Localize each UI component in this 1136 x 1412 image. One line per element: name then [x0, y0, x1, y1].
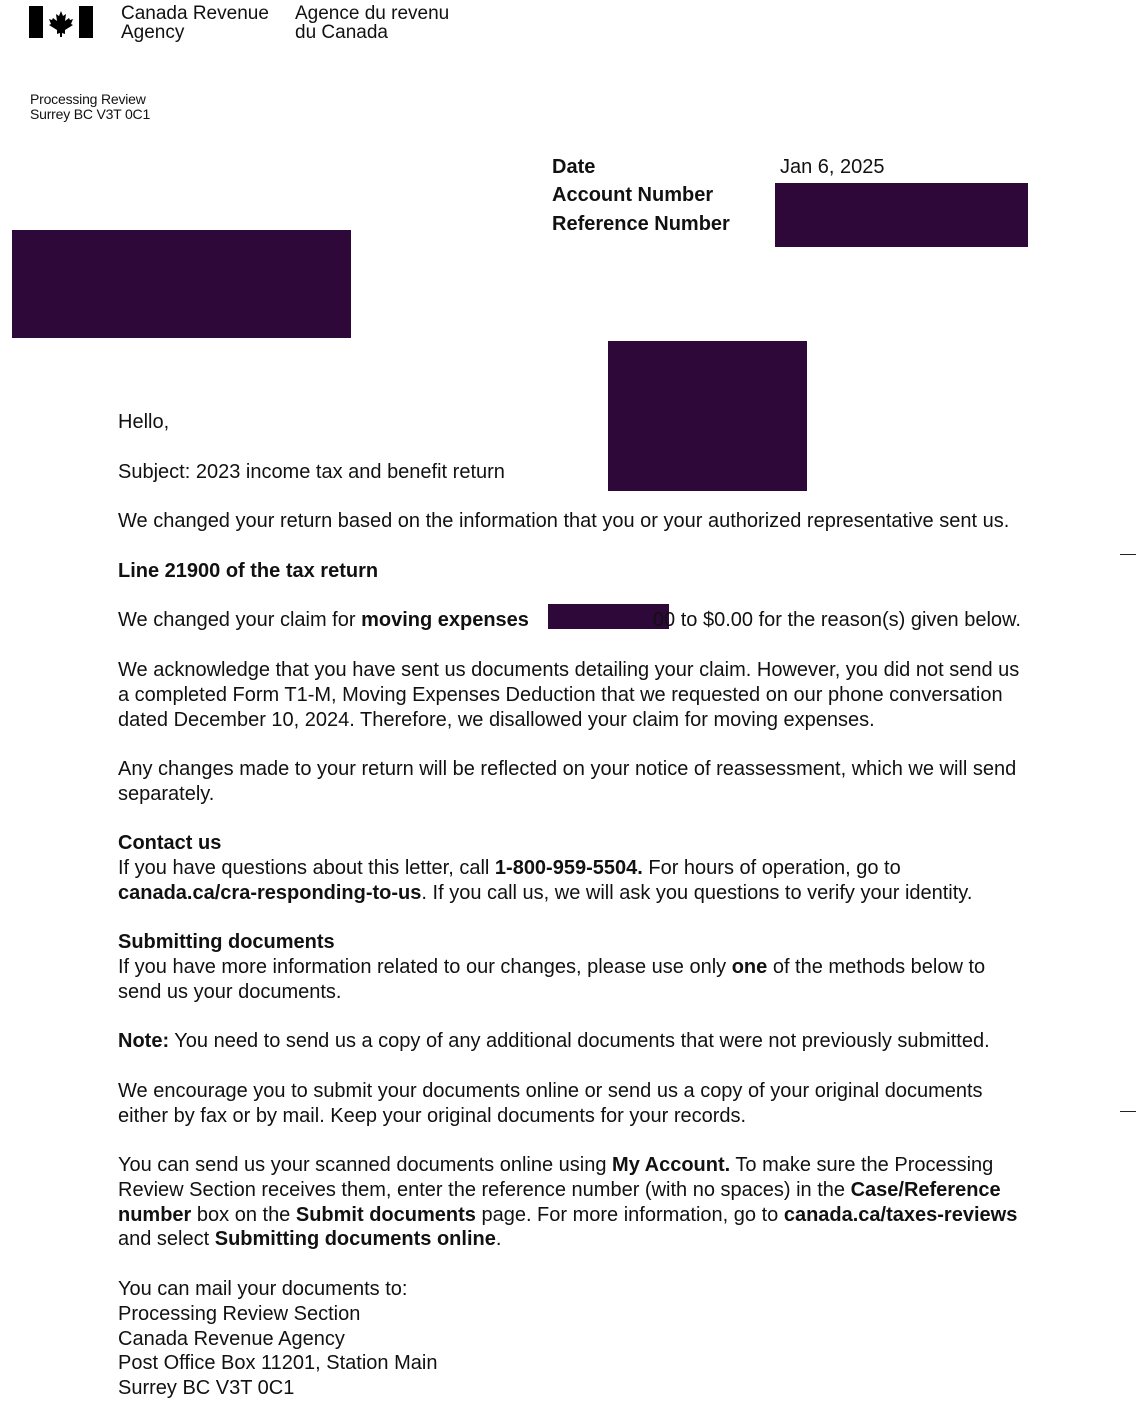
note-paragraph: Note: You need to send us a copy of any additional documents that were not previously submitted. [118, 1030, 990, 1052]
agency-name-fr: Agence du revenu du Canada [295, 3, 450, 43]
note-label: Note: [118, 1030, 170, 1052]
contact-heading: Contact us [118, 832, 222, 854]
greeting: Hello, [118, 411, 170, 433]
encourage-paragraph: We encourage you to submit your documents online or send us a copy of your original documents either by fax or by mail. Keep your original documents for your records. [118, 1080, 983, 1127]
submitting-heading: Submitting documents [118, 931, 335, 953]
reference-number-label: Reference Number [552, 213, 730, 235]
acknowledge-paragraph: We acknowledge that you have sent us documents detailing your claim. However, you did not send us a completed Form T1-M, Moving Expenses Deduction that we requested on our phone conversation dated December 10, 2024. Therefore, we disallowed your claim for moving expenses. [118, 659, 1020, 731]
online-paragraph: You can send us your scanned documents online using My Account. To make sure the Processing Review Section receives them, enter the reference number (with no spaces) in the Case/Reference number box on the Submit documents page. For more information, go to canada.ca/taxes-reviews and select Submitting documents online. [118, 1154, 1018, 1251]
agency-name-en: Canada Revenue Agency [121, 3, 269, 43]
margin-tick [1120, 1111, 1136, 1112]
canada-flag-icon [29, 6, 93, 38]
submitting-paragraph: If you have more information related to our changes, please use only one of the methods below to send us your documents. [118, 956, 986, 1003]
sender-address: Processing Review Surrey BC V3T 0C1 [30, 91, 151, 122]
margin-tick [1120, 554, 1136, 555]
redaction-account-reference [775, 183, 1028, 247]
account-number-label: Account Number [552, 184, 714, 206]
date-label: Date [552, 156, 596, 178]
subject-line: Subject: 2023 income tax and benefit return [118, 461, 505, 483]
taxes-reviews-link[interactable]: canada.ca/taxes-reviews [783, 1203, 1018, 1226]
intro-paragraph: We changed your return based on the information that you or your authorized representative sent us. [118, 510, 1010, 532]
moving-expenses-term: moving expenses [361, 609, 529, 631]
redaction-recipient-address [12, 230, 351, 338]
claim-paragraph: We changed your claim for moving expenses 00 to $0.00 for the reason(s) given below. [118, 609, 1021, 631]
cra-responding-link[interactable]: canada.ca/cra-responding-to-us [118, 881, 422, 904]
date-value: Jan 6, 2025 [780, 156, 885, 178]
contact-paragraph: If you have questions about this letter, call 1-800-959-5504. For hours of operation, go to canada.ca/cra-responding-to-us. If you call us, we will ask you questions to verify your identity. [118, 857, 973, 904]
line-heading: Line 21900 of the tax return [118, 560, 379, 582]
changes-paragraph: Any changes made to your return will be reflected on your notice of reassessment, which we will send separately. [118, 758, 1017, 805]
my-account-term: My Account. [612, 1154, 731, 1176]
mail-address-paragraph: You can mail your documents to: Processing Review Section Canada Revenue Agency Post Office Box 11201, Station Main Surrey BC V3T 0C1 [118, 1278, 438, 1400]
phone-number[interactable]: 1-800-959-5504. [494, 857, 643, 879]
